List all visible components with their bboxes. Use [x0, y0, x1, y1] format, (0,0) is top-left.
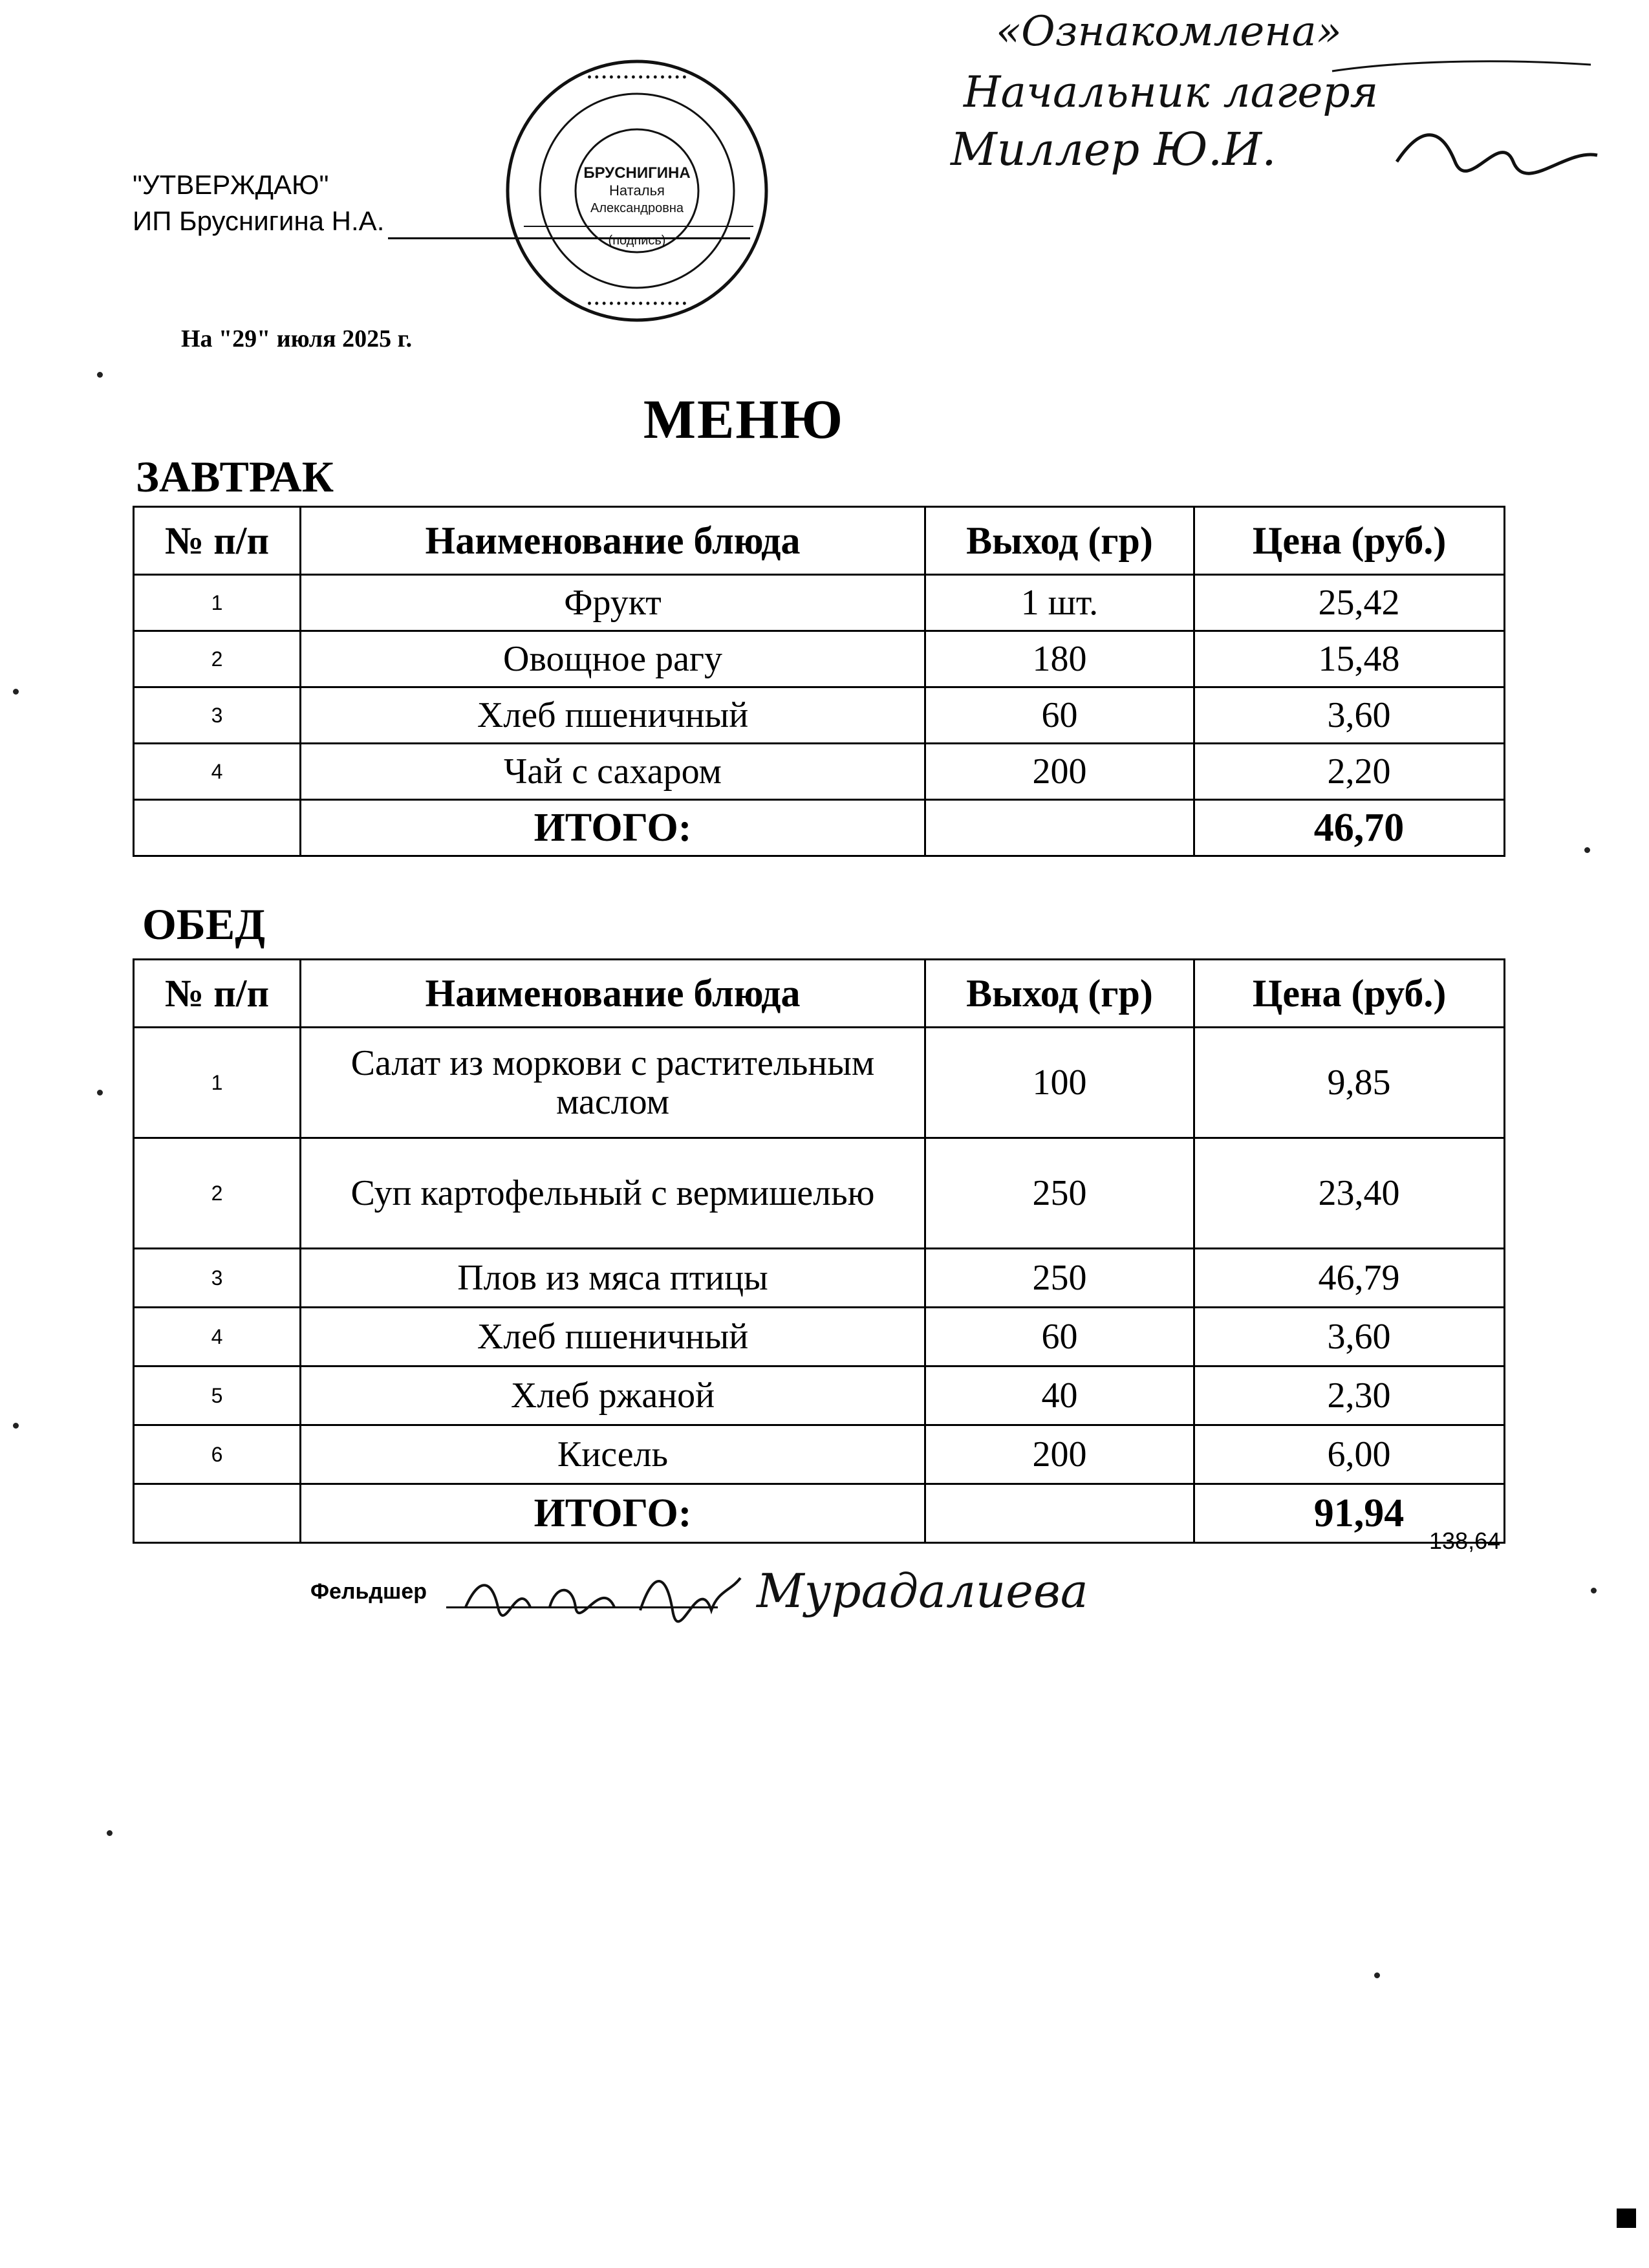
total-empty-cell [134, 1484, 301, 1543]
row-price: 23,40 [1194, 1138, 1505, 1249]
page-title: МЕНЮ [643, 388, 845, 450]
scan-speck [1591, 1588, 1597, 1593]
header-name: Наименование блюда [301, 507, 925, 575]
grand-total-note: 138,64 [1429, 1528, 1501, 1554]
handwritten-line-2: Начальник лагеря [964, 67, 1379, 117]
breakfast-title: ЗАВТРАК [136, 452, 334, 501]
row-name: Овощное рагу [301, 631, 925, 687]
row-name: Фрукт [301, 575, 925, 631]
row-name: Чай с сахаром [301, 744, 925, 800]
total-empty-cell [134, 800, 301, 856]
footer-signed-name: Мурадалиева [757, 1564, 1088, 1618]
stamp-center-line-2: Наталья [609, 182, 665, 199]
row-yield: 200 [925, 744, 1194, 800]
header-yield: Выход (гр) [925, 507, 1194, 575]
approval-heading: "УТВЕРЖДАЮ" [133, 169, 329, 200]
row-num: 2 [134, 1138, 301, 1249]
approval-date: На "29" июля 2025 г. [181, 325, 413, 352]
row-price: 15,48 [1194, 631, 1505, 687]
lunch-header-row [134, 960, 1505, 1028]
handwritten-line-3: Миллер Ю.И. [951, 123, 1277, 176]
row-yield: 40 [925, 1366, 1194, 1425]
row-num: 1 [134, 1028, 301, 1138]
scan-speck [97, 372, 103, 378]
row-price: 6,00 [1194, 1425, 1505, 1484]
row-price: 3,60 [1194, 1308, 1505, 1366]
table-row [134, 1249, 1505, 1308]
total-value: 46,70 [1194, 800, 1505, 856]
scan-speck [13, 689, 19, 695]
row-price: 2,30 [1194, 1366, 1505, 1425]
scan-speck [107, 1830, 113, 1836]
header-price: Цена (руб.) [1194, 507, 1505, 575]
table-row [134, 631, 1505, 687]
row-num: 4 [134, 1308, 301, 1366]
row-name: Кисель [301, 1425, 925, 1484]
svg-text:• • • • • • • • • • • • • •: • • • • • • • • • • • • • • [587, 297, 687, 310]
row-name: Хлеб пшеничный [301, 1308, 925, 1366]
total-label: ИТОГО: [301, 1484, 925, 1543]
lunch-total-row [134, 1484, 1505, 1543]
row-yield: 60 [925, 1308, 1194, 1366]
scan-speck [1374, 1972, 1380, 1978]
row-num: 5 [134, 1366, 301, 1425]
row-price: 3,60 [1194, 687, 1505, 744]
header-num: № п/п [134, 960, 301, 1028]
row-num: 3 [134, 687, 301, 744]
scan-speck [13, 1423, 19, 1429]
table-row [134, 1138, 1505, 1249]
footer-handwritten-signature [453, 1552, 1151, 1623]
row-name: Хлеб пшеничный [301, 687, 925, 744]
row-yield: 1 шт. [925, 575, 1194, 631]
table-row [134, 1425, 1505, 1484]
row-price: 46,79 [1194, 1249, 1505, 1308]
total-label: ИТОГО: [301, 800, 925, 856]
row-yield: 200 [925, 1425, 1194, 1484]
scan-speck [1584, 847, 1590, 853]
handwritten-acknowledgement [944, 0, 1610, 188]
row-num: 2 [134, 631, 301, 687]
stamp-signature-caption: (подпись) [608, 233, 666, 248]
header-yield: Выход (гр) [925, 960, 1194, 1028]
row-name: Хлеб ржаной [301, 1366, 925, 1425]
stamp-center-line-1: БРУСНИГИНА [583, 164, 691, 182]
row-yield: 100 [925, 1028, 1194, 1138]
row-yield: 60 [925, 687, 1194, 744]
table-row [134, 1366, 1505, 1425]
table-row [134, 575, 1505, 631]
row-price: 9,85 [1194, 1028, 1505, 1138]
total-empty-cell [925, 1484, 1194, 1543]
row-num: 6 [134, 1425, 301, 1484]
breakfast-total-row [134, 800, 1505, 856]
table-row [134, 1028, 1505, 1138]
row-yield: 180 [925, 631, 1194, 687]
header-name: Наименование блюда [301, 960, 925, 1028]
row-yield: 250 [925, 1138, 1194, 1249]
approval-person: ИП Бруснигина Н.А. [133, 206, 385, 236]
table-row [134, 687, 1505, 744]
total-empty-cell [925, 800, 1194, 856]
row-price: 2,20 [1194, 744, 1505, 800]
scan-corner-mark [1617, 2209, 1636, 2228]
row-name: Плов из мяса птицы [301, 1249, 925, 1308]
lunch-title: ОБЕД [142, 900, 265, 949]
breakfast-header-row [134, 507, 1505, 575]
row-num: 3 [134, 1249, 301, 1308]
lunch-table [133, 958, 1505, 1544]
row-num: 1 [134, 575, 301, 631]
row-name: Салат из моркови с растительным маслом [301, 1028, 925, 1138]
header-num: № п/п [134, 507, 301, 575]
handwritten-line-1: «Ознакомлена» [996, 8, 1342, 56]
table-row [134, 1308, 1505, 1366]
round-seal-stamp [498, 52, 776, 330]
row-price: 25,42 [1194, 575, 1505, 631]
footer-role: Фельдшер [310, 1579, 427, 1604]
row-name: Суп картофельный с вермишелью [301, 1138, 925, 1249]
scan-speck [97, 1090, 103, 1096]
header-price: Цена (руб.) [1194, 960, 1505, 1028]
row-yield: 250 [925, 1249, 1194, 1308]
total-value: 91,94 [1194, 1484, 1505, 1543]
row-num: 4 [134, 744, 301, 800]
breakfast-table [133, 506, 1505, 857]
table-row [134, 744, 1505, 800]
stamp-center-line-3: Александровна [590, 201, 684, 215]
svg-text:• • • • • • • • • • • • • •: • • • • • • • • • • • • • • [587, 70, 687, 83]
